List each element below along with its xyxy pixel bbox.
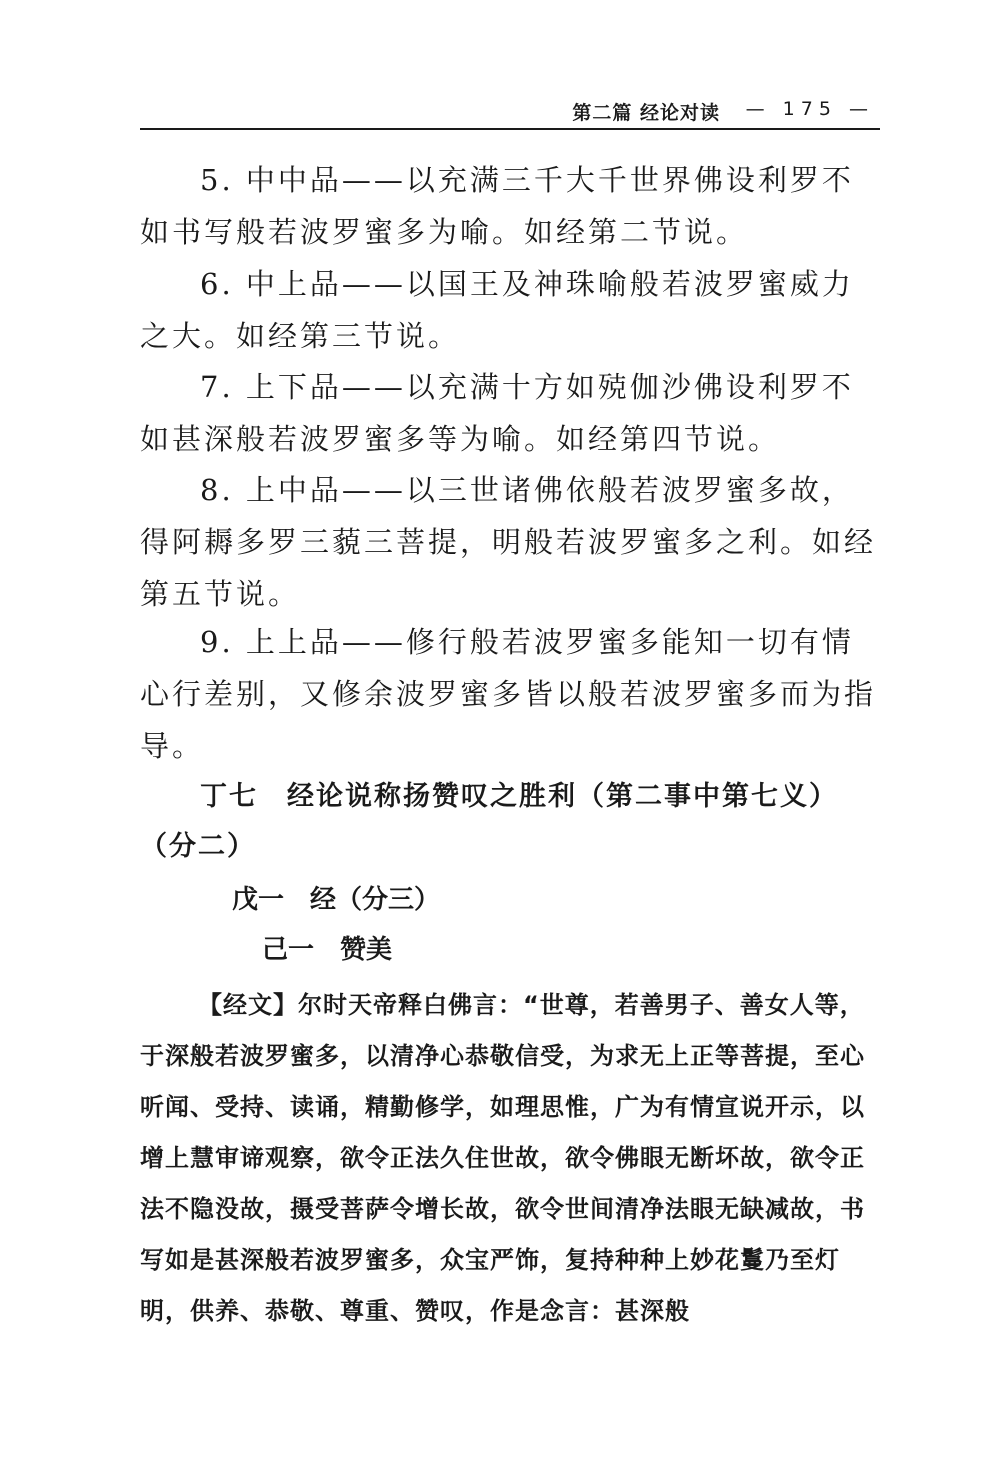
running-header (140, 94, 880, 130)
list-item-8: 8. 上中品——以三世诸佛依般若波罗蜜多故，得阿耨多罗三藐三菩提，明般若波罗蜜多之利。如经第五节说。 (140, 473, 877, 611)
section-heading: 丁七 经论说称扬赞叹之胜利（第二事中第七义）（分二） (140, 781, 838, 862)
list-item-6: 6. 中上品——以国王及神珠喻般若波罗蜜威力之大。如经第三节说。 (140, 267, 854, 353)
subheading-level-2: 己一 赞美 (262, 935, 393, 965)
list-item-7: 7. 上下品——以充满十方如殑伽沙佛设利罗不如甚深般若波罗蜜多等为喻。如经第四节说。 (140, 370, 854, 456)
sutra-text: 【经文】尔时天帝释白佛言：“世尊，若善男子、善女人等，于深般若波罗蜜多，以清净心恭敬信受，为求无上正等菩提，至心听闻、受持、读诵，精勤修学，如理思惟，广为有情宣说开示，以增上慧审谛观察，欲令正法久住世故，欲令佛眼无断坏故，欲令正法不隐没故，摄受菩萨令增长故，欲令世间清净法眼无缺减故，书写如是甚深般若波罗蜜多，众宝严饰，复持种种上妙花鬘乃至灯明，供养、恭敬、尊重、赞叹，作是念言：甚深般 (140, 991, 865, 1325)
chapter-title: 第二篇 经论对读 (572, 102, 720, 124)
page-number: — 175 — (745, 98, 874, 120)
list-item-9: 9. 上上品——修行般若波罗蜜多能知一切有情心行差别，又修余波罗蜜多皆以般若波罗蜜多而为指导。 (140, 625, 877, 763)
subheading-level-1: 戊一 经（分三） (232, 885, 441, 915)
list-item-5: 5. 中中品——以充满三千大千世界佛设利罗不如书写般若波罗蜜多为喻。如经第二节说。 (140, 163, 854, 249)
